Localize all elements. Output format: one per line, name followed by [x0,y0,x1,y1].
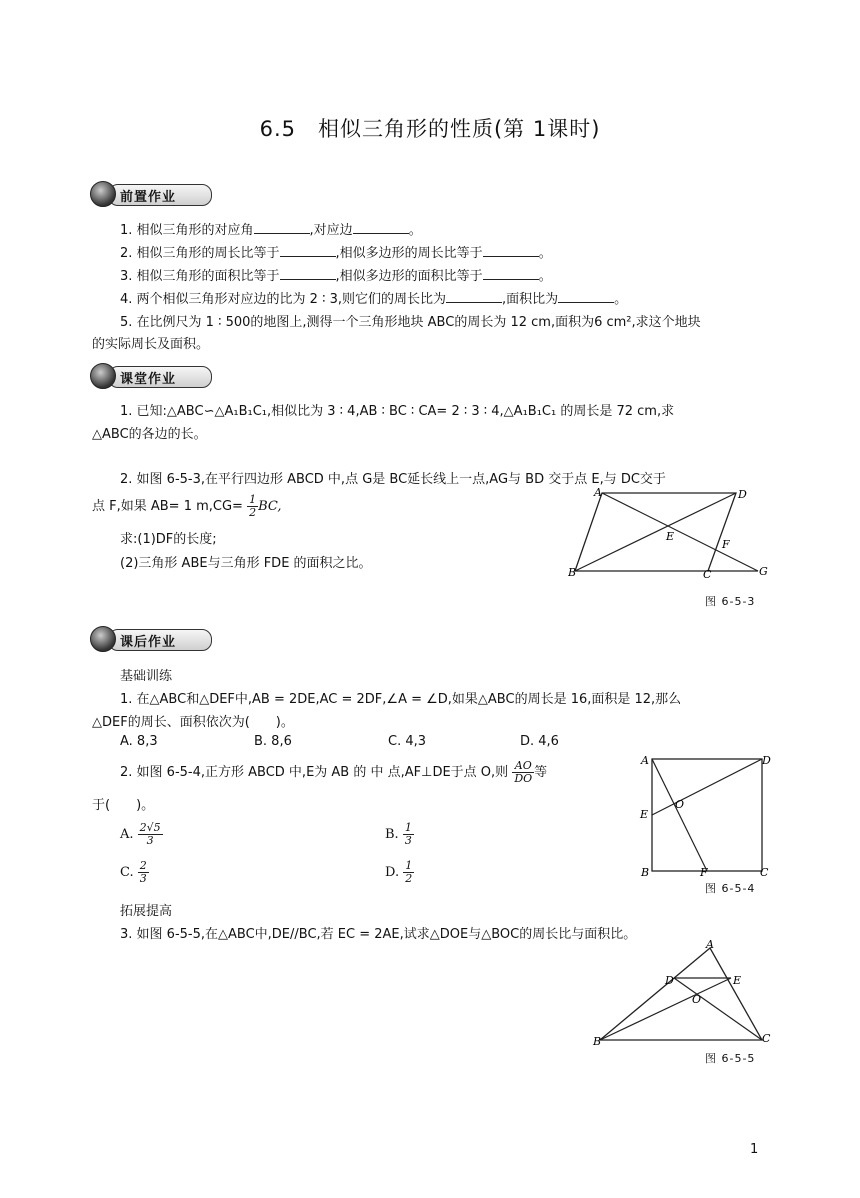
label-a: A [594,486,602,499]
hw-q2-line2: 于( )。 [92,798,155,813]
label-o: O [675,798,685,811]
figure-caption: 图 6-5-3 [705,595,756,608]
denominator: 3 [139,872,147,885]
text: 2. 如图 6-5-4,正方形 ABCD 中,E为 AB 的 中 点,AF⊥DE于点 O,则 [120,765,509,780]
text: ,相似多边形的周长比等于 [335,246,483,261]
text: 。 [538,269,552,284]
text: 3. 相似三角形的面积比等于 [120,269,280,284]
page-number: 1 [750,1142,759,1157]
answer-blank[interactable] [483,267,539,280]
text: ,对应边 [309,223,353,238]
pre-q4 [120,288,627,307]
figure-6-5-5 [590,940,772,1046]
option-letter: C. [120,865,134,880]
class-q2-line3: 求:(1)DF的长度; [120,532,217,547]
hw-q1-option-c[interactable]: C. 4,3 [388,734,427,749]
answer-blank[interactable] [446,290,502,303]
option-letter: B. [385,827,399,842]
section-title: 前置作业 [120,190,177,205]
section-title: 课后作业 [120,635,177,650]
label-g: G [759,565,768,578]
hw-q2-option-b[interactable] [385,822,414,847]
label-a: A [706,940,714,951]
fraction [512,760,534,785]
label-e: E [666,530,675,543]
page-title: 6.5 相似三角形的性质(第 1课时) [259,117,601,141]
figure-6-5-3 [568,486,768,578]
section-badge-class [90,363,212,389]
answer-blank[interactable] [280,244,336,257]
numerator: 2 [139,859,147,872]
label-d: D [762,754,771,767]
subsection-extend: 拓展提高 [120,904,173,919]
label-c: C [760,866,769,878]
hw-q2-option-c[interactable] [120,860,149,885]
badge-icon [90,181,116,207]
text: 。 [408,223,422,238]
denominator: 2 [249,506,257,519]
class-q1-line1: 1. 已知:△ABC∽△A₁B₁C₁,相似比为 3 ∶ 4,AB ∶ BC ∶ CA= 2 ∶ 3 ∶ 4,△A₁B₁C₁ 的周长是 72 cm,求 [120,404,675,419]
numerator: AO [512,760,534,773]
fraction [138,860,149,885]
figure-caption: 图 6-5-5 [705,1052,756,1065]
numerator: 2√5 [139,821,161,834]
hw-q1-option-d[interactable]: D. 4,6 [520,734,559,749]
numerator: 1 [404,821,412,834]
text: 2. 相似三角形的周长比等于 [120,246,280,261]
text: 等 [534,765,548,780]
answer-blank[interactable] [353,221,409,234]
pre-q5-line2: 的实际周长及面积。 [92,337,210,352]
class-q1-line2: △ABC的各边的长。 [92,427,207,442]
hw-q2-line1 [120,760,547,785]
section-title: 课堂作业 [120,372,177,387]
class-q2-line4: (2)三角形 ABE与三角形 FDE 的面积之比。 [120,556,372,571]
section-badge-pre [90,181,212,207]
label-d: D [665,974,674,987]
label-c: C [762,1032,771,1045]
label-c: C [703,568,712,578]
label-f: F [700,866,708,878]
pre-q2 [120,242,552,261]
option-letter: A. [120,827,134,842]
text: 4. 两个相似三角形对应边的比为 2 ∶ 3,则它们的周长比为 [120,292,446,307]
pre-q3 [120,265,552,284]
label-e: E [640,808,649,821]
label-o: O [692,993,702,1006]
fraction [247,494,258,519]
label-a: A [641,754,649,767]
text: ,面积比为 [502,292,559,307]
answer-blank[interactable] [558,290,614,303]
badge-icon [90,363,116,389]
hw-q1-line2: △DEF的周长、面积依次为( )。 [92,715,294,730]
pre-q1 [120,219,422,238]
denominator: 2 [405,872,413,885]
option-letter: D. [385,865,400,880]
answer-blank[interactable] [280,267,336,280]
answer-blank[interactable] [483,244,539,257]
hw-q1-line1: 1. 在△ABC和△DEF中,AB = 2DE,AC = 2DF,∠A = ∠D,如果△ABC的周长是 16,面积是 12,那么 [120,692,682,707]
denominator: 3 [404,834,412,847]
figure-caption: 图 6-5-4 [705,882,756,895]
hw-q1-option-b[interactable]: B. 8,6 [254,734,292,749]
fraction [138,822,163,847]
answer-blank[interactable] [254,221,310,234]
hw-q3: 3. 如图 6-5-5,在△ABC中,DE//BC,若 EC = 2AE,试求△DOE与△BOC的周长比与面积比。 [120,927,637,942]
numerator: 1 [405,859,413,872]
hw-q2-option-d[interactable] [385,860,414,885]
hw-q2-option-a[interactable] [120,822,163,847]
text: 。 [614,292,628,307]
text: BC, [258,499,282,514]
fraction [403,822,414,847]
text: ,相似多边形的面积比等于 [335,269,483,284]
figure-6-5-4 [636,752,772,878]
denominator: DO [514,772,533,785]
class-q2-line1: 2. 如图 6-5-3,在平行四边形 ABCD 中,点 G是 BC延长线上一点,AG与 BD 交于点 E,与 DC交于 [120,472,666,487]
section-badge-after [90,626,212,652]
badge-icon [90,626,116,652]
denominator: 3 [146,834,154,847]
label-d: D [738,488,747,501]
label-b: B [568,566,577,578]
label-b: B [641,866,650,878]
class-q2-line2 [92,494,282,519]
fraction [403,860,414,885]
pre-q5-line1: 5. 在比例尺为 1 ∶ 500的地图上,测得一个三角形地块 ABC的周长为 12 cm,面积为6 cm²,求这个地块 [120,315,701,330]
text: 。 [538,246,552,261]
text: 1. 相似三角形的对应角 [120,223,254,238]
text: 点 F,如果 AB= 1 m,CG= [92,499,243,514]
subsection-basic: 基础训练 [120,669,173,684]
label-b: B [593,1035,602,1046]
label-e: E [733,974,742,987]
numerator: 1 [249,493,257,506]
label-f: F [722,538,730,551]
hw-q1-option-a[interactable]: A. 8,3 [120,734,158,749]
